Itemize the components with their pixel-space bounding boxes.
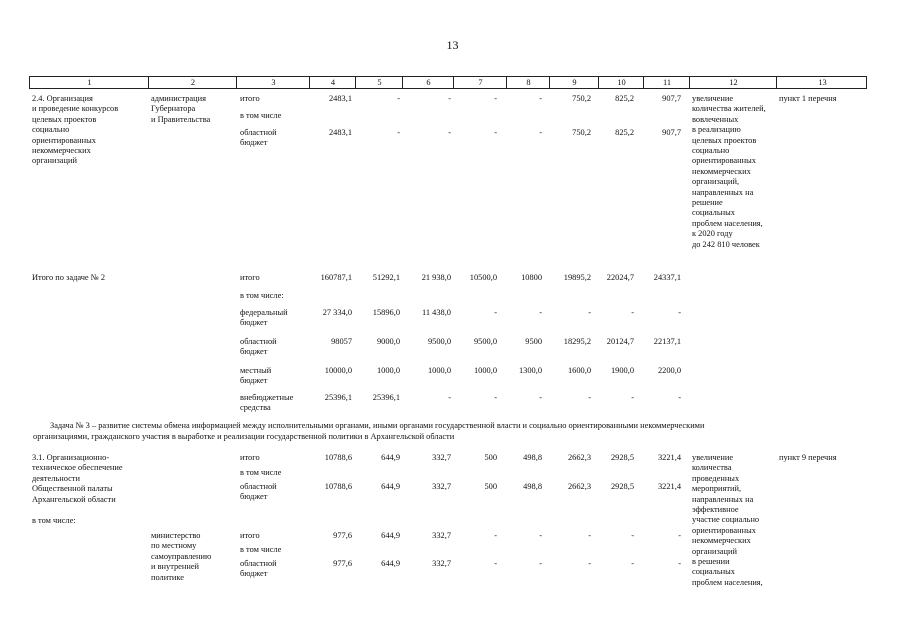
indicator-text: социально [692, 146, 730, 155]
cell-value: 24337,1 [653, 273, 681, 282]
cell-value: - [397, 94, 400, 103]
cell-value: - [494, 531, 497, 540]
cell-value: 2483,1 [328, 128, 352, 137]
cell-value: 1900,0 [610, 366, 634, 375]
executor-name: Губернатора [151, 104, 196, 114]
header-col-1: 1 [87, 78, 92, 87]
executor-name: министерство [151, 531, 201, 540]
cell-value: 1000,0 [473, 366, 497, 375]
cell-value: 2662,3 [567, 453, 591, 462]
cell-value: 644,9 [381, 482, 400, 491]
cell-value: 2200,0 [657, 366, 681, 375]
header-col-12: 12 [729, 78, 738, 87]
cell-value: - [494, 393, 497, 402]
indicator-text: количества жителей, [692, 104, 766, 114]
cell-value: - [539, 308, 542, 317]
cell-value: 21 938,0 [421, 273, 451, 282]
cell-value: - [539, 531, 542, 540]
indicator-text: в решении [692, 557, 730, 566]
cell-value: 977,6 [333, 531, 352, 540]
cell-value: 1000,0 [376, 366, 400, 375]
header-col-13: 13 [818, 78, 827, 87]
header-col-6: 6 [426, 78, 431, 87]
cell-value: 98057 [331, 337, 352, 346]
activity-name: целевых проектов [32, 114, 97, 124]
cell-value: 20124,7 [606, 337, 634, 346]
cell-value: - [494, 94, 497, 103]
cell-value: 51292,1 [372, 273, 400, 282]
executor-name: администрация [151, 94, 206, 103]
cell-value: 10000,0 [324, 366, 352, 375]
activity-name: ориентированных [32, 135, 96, 145]
funding-source: местный бюджет [240, 366, 272, 386]
cell-value: 10500,0 [469, 273, 497, 282]
funding-source: областной бюджет [240, 337, 277, 357]
funding-source: в том числе [240, 545, 282, 554]
cell-value: 9500,0 [473, 337, 497, 346]
indicator-text: вовлеченных [692, 114, 739, 124]
funding-source: итого [240, 531, 260, 540]
cell-value: 9500 [525, 337, 542, 346]
activity-name: 3.1. Организационно- [32, 453, 110, 462]
subtotal-title: Итого по задаче № 2 [32, 273, 106, 282]
cell-value: 19895,2 [563, 273, 591, 282]
header-col-2: 2 [190, 78, 196, 87]
cell-value: 10788,6 [324, 453, 352, 462]
cell-value: - [631, 531, 634, 540]
funding-source: итого [240, 273, 260, 282]
cell-value: - [588, 308, 591, 317]
list-reference: пункт 9 перечня [779, 453, 837, 462]
header-col-4: 4 [330, 78, 336, 87]
cell-value: - [678, 559, 681, 568]
cell-value: - [631, 308, 634, 317]
funding-source: в том числе [240, 111, 282, 120]
indicator-text: в реализацию [692, 125, 741, 135]
cell-value: - [539, 393, 542, 402]
cell-value: - [588, 393, 591, 402]
indicator-text: проблем населения, [692, 218, 763, 228]
funding-source: в том числе: [240, 291, 284, 300]
indicator-text: проблем населения, [692, 577, 763, 587]
table-header [29, 76, 867, 89]
indicator-text: целевых проектов [692, 135, 757, 145]
cell-value: 498,8 [523, 482, 542, 491]
executor-name: по местному [151, 541, 197, 551]
cell-value: - [678, 393, 681, 402]
cell-value: 644,9 [381, 453, 400, 462]
funding-source: итого [240, 453, 260, 462]
activity-name: техническое обеспечение [32, 463, 123, 473]
cell-value: 750,2 [572, 128, 591, 137]
indicator-text: решение [692, 198, 723, 207]
activity-name: Архангельской области [32, 494, 116, 504]
cell-value: 10788,6 [324, 482, 352, 491]
indicator-text: организаций, [692, 177, 740, 187]
cell-value: 25396,1 [372, 393, 400, 402]
cell-value: 907,7 [662, 128, 681, 137]
task3-line-2: организациями, гражданского участия в выработке и реализации государственной политики в Архангельской области [33, 432, 455, 441]
header-col-3: 3 [271, 78, 276, 87]
cell-value: - [539, 559, 542, 568]
indicator-text: направленных на [692, 494, 754, 504]
cell-value: 332,7 [432, 531, 451, 540]
cell-value: 1000,0 [427, 366, 451, 375]
cell-value: 977,6 [333, 559, 352, 568]
cell-value: - [588, 531, 591, 540]
funding-source: итого [240, 94, 260, 103]
cell-value: 3221,4 [657, 482, 681, 491]
task3-line-1: Задача № 3 – развитие системы обмена информацией между исполнительными органами, иными органами государственной власти и социально ориентированными некоммерческими [50, 421, 705, 430]
executor-name: и внутренней [151, 562, 200, 572]
funding-source: в том числе [240, 468, 282, 477]
indicator-text: социальных [692, 208, 735, 218]
page-number: 13 [446, 38, 459, 52]
cell-value: 2662,3 [567, 482, 591, 491]
activity-name: некоммерческих [32, 146, 91, 155]
cell-value: 3221,4 [657, 453, 681, 462]
cell-value: 15896,0 [372, 308, 400, 317]
indicator-text: количества [692, 463, 732, 473]
cell-value: - [631, 559, 634, 568]
indicator-text: проведенных [692, 473, 740, 483]
cell-value: 10800 [521, 273, 542, 282]
executor-name: и Правительства [151, 114, 211, 124]
activity-name: и проведение конкурсов [32, 104, 119, 114]
activity-name: деятельности [32, 473, 80, 483]
list-reference: пункт 1 перечня [779, 94, 837, 103]
cell-value: 160787,1 [320, 273, 352, 282]
sub-label: в том числе: [32, 516, 76, 525]
executor-name: самоуправлению [151, 551, 212, 561]
indicator-text: организаций [692, 546, 737, 556]
activity-name: Общественной палаты [32, 484, 113, 494]
cell-value: 9500,0 [427, 337, 451, 346]
cell-value: 498,8 [523, 453, 542, 462]
executor-name: политике [151, 572, 184, 582]
cell-value: 644,9 [381, 559, 400, 568]
activity-name: 2.4. Организация [32, 94, 93, 103]
indicator-text: ориентированных [692, 156, 756, 166]
cell-value: 750,2 [572, 94, 591, 103]
cell-value: - [539, 128, 542, 137]
funding-source: областной бюджет [240, 559, 277, 579]
cell-value: - [678, 308, 681, 317]
header-col-9: 9 [572, 78, 577, 87]
cell-value: - [397, 128, 400, 137]
cell-value: 22024,7 [606, 273, 634, 282]
header-col-5: 5 [377, 78, 382, 87]
cell-value: - [448, 128, 451, 137]
cell-value: - [539, 94, 542, 103]
indicator-text: до 242 810 человек [692, 239, 760, 249]
indicator-text: некоммерческих [692, 536, 751, 546]
header-col-8: 8 [526, 78, 531, 87]
cell-value: 25396,1 [324, 393, 352, 402]
cell-value: - [678, 531, 681, 540]
indicator-text: участие социально [692, 515, 760, 525]
cell-value: 22137,1 [653, 337, 681, 346]
indicator-text: к 2020 году [692, 229, 733, 239]
cell-value: 1600,0 [567, 366, 591, 375]
funding-source: областной бюджет [240, 128, 277, 148]
funding-source: областной бюджет [240, 482, 277, 502]
cell-value: 11 438,0 [421, 308, 451, 317]
funding-source: федеральный бюджет [240, 308, 288, 328]
cell-value: - [588, 559, 591, 568]
activity-name: организаций [32, 156, 77, 166]
cell-value: - [448, 94, 451, 103]
cell-value: - [448, 393, 451, 402]
cell-value: 500 [484, 453, 497, 462]
header-col-10: 10 [617, 78, 626, 87]
cell-value: 2928,5 [610, 453, 634, 462]
cell-value: 9000,0 [376, 337, 400, 346]
cell-value: 2928,5 [610, 482, 634, 491]
header-col-11: 11 [662, 78, 672, 87]
cell-value: 332,7 [432, 482, 451, 491]
cell-value: 644,9 [381, 531, 400, 540]
cell-value: 500 [484, 482, 497, 491]
cell-value: 907,7 [662, 94, 681, 103]
cell-value: - [494, 308, 497, 317]
cell-value: 27 334,0 [322, 308, 352, 317]
indicator-text: некоммерческих [692, 166, 751, 176]
indicator-text: эффективное [692, 505, 739, 514]
cell-value: 1300,0 [518, 366, 542, 375]
indicator-text: увеличение [692, 453, 734, 462]
activity-name: социально [32, 125, 70, 135]
cell-value: 332,7 [432, 453, 451, 462]
cell-value: - [494, 128, 497, 137]
indicator-text: направленных на [692, 187, 754, 197]
indicator-text: мероприятий, [692, 484, 742, 494]
cell-value: 332,7 [432, 559, 451, 568]
indicator-text: социальных [692, 567, 735, 577]
cell-value: - [494, 559, 497, 568]
cell-value: 18295,2 [563, 337, 591, 346]
indicator-text: увеличение [692, 94, 734, 103]
cell-value: - [631, 393, 634, 402]
header-col-7: 7 [478, 78, 483, 87]
cell-value: 825,2 [615, 128, 634, 137]
indicator-text: ориентированных [692, 525, 756, 535]
cell-value: 2483,1 [328, 94, 352, 103]
funding-source: внебюджетные средства [240, 393, 294, 413]
cell-value: 825,2 [615, 94, 634, 103]
